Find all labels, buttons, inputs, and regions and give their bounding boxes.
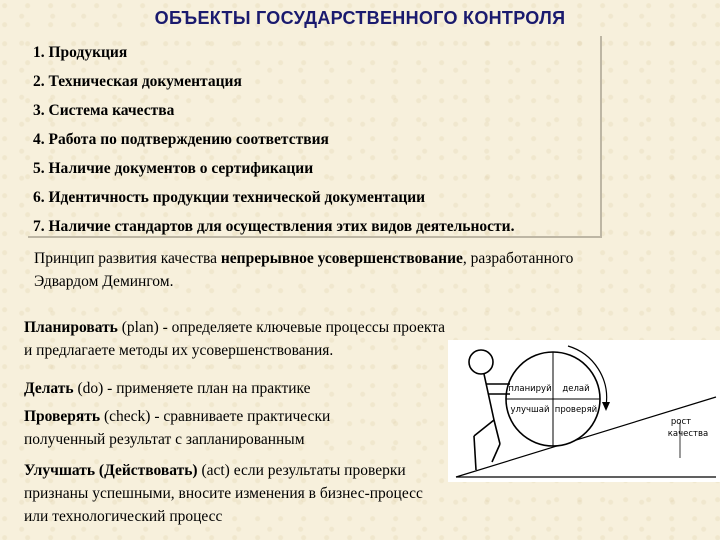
- pdca-plan-term: Планировать: [24, 319, 118, 336]
- list-item: 2. Техническая документация: [33, 73, 242, 90]
- pdca-act-desc: (act) если результаты проверки признаны успешными, вносите изменения в бизнес-процесс или технологический процесс: [24, 462, 423, 525]
- principle-highlight: непрерывное усовершенствование: [220, 250, 463, 267]
- pdca-do: [24, 377, 444, 400]
- list-item: 1. Продукция: [33, 44, 128, 61]
- pdca-check-desc: (check) - сравниваете практически полученный результат с запланированным: [24, 408, 331, 448]
- pdca-act-term: Улучшать (Действовать): [24, 462, 198, 479]
- pdca-check: [24, 405, 404, 451]
- wheel-do-label: делай: [562, 384, 590, 394]
- control-objects-list: [28, 36, 602, 238]
- person-icon: [469, 350, 510, 470]
- list-item: 3. Система качества: [33, 102, 175, 119]
- wheel-check-label: проверяй: [554, 405, 598, 415]
- page-title: ОБЪЕКТЫ ГОСУДАРСТВЕННОГО КОНТРОЛЯ: [154, 8, 566, 28]
- list-item: 5. Наличие документов о сертификации: [33, 160, 314, 177]
- list-item: 4. Работа по подтверждению соответствия: [33, 131, 329, 148]
- pdca-check-term: Проверять: [24, 408, 101, 425]
- pdca-do-desc: (do) - применяете план на практике: [73, 380, 311, 397]
- deming-wheel-figure: [448, 340, 720, 482]
- pdca-do-term: Делать: [24, 380, 74, 397]
- principle-text-end: , разработанного Эдвардом Демингом.: [34, 250, 574, 290]
- growth-label-line1: рост: [670, 417, 692, 427]
- pdca-plan: [24, 316, 452, 362]
- wheel-plan-label: планируй: [508, 384, 552, 394]
- list-item: 7. Наличие стандартов для осуществления этих видов деятельности.: [33, 218, 515, 235]
- principle-text-start: Принцип развития качества: [34, 250, 221, 267]
- deming-wheel-illustration: [448, 340, 720, 482]
- wheel-act-label: улучшай: [510, 405, 550, 415]
- growth-label-line2: качества: [667, 429, 709, 439]
- deming-principle: [34, 247, 594, 293]
- pdca-act: [24, 459, 444, 528]
- list-item: 6. Идентичность продукции технической документации: [33, 189, 426, 206]
- rotation-arrowhead-icon: [602, 402, 610, 411]
- pdca-plan-desc: (plan) - определяете ключевые процессы проекта и предлагаете методы их усовершенствования.: [24, 319, 446, 359]
